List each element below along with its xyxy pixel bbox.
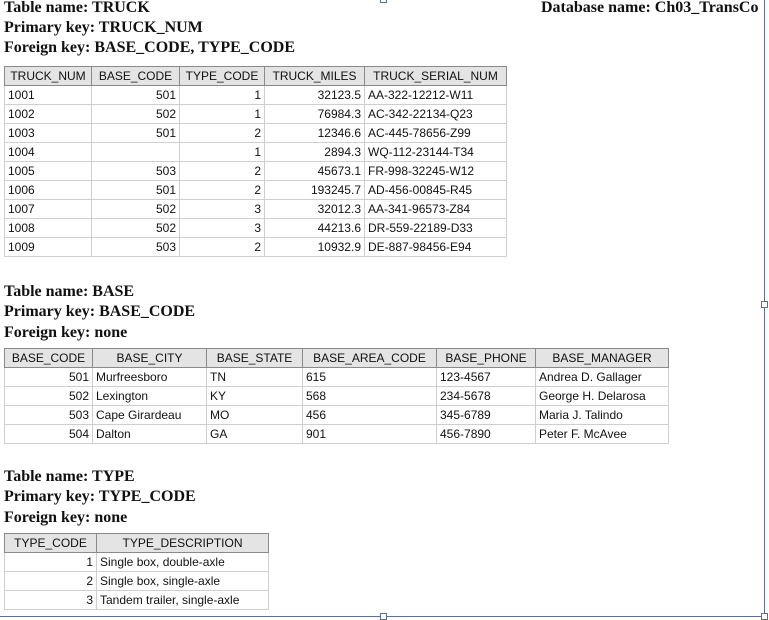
- table-cell: 3: [180, 200, 265, 219]
- base-col-header[interactable]: BASE_MANAGER: [536, 349, 669, 368]
- table-cell: 1003: [5, 124, 92, 143]
- table-cell: TN: [207, 368, 303, 387]
- table-cell: 501: [92, 124, 180, 143]
- base-col-header[interactable]: BASE_CODE: [5, 349, 93, 368]
- table-cell: Cape Girardeau: [93, 406, 207, 425]
- table-cell: Tandem trailer, single-axle: [97, 591, 269, 610]
- table-cell: 1002: [5, 105, 92, 124]
- table-cell: 503: [92, 162, 180, 181]
- table-row: [5, 124, 507, 143]
- table-cell: GA: [207, 425, 303, 444]
- table-cell: 44213.6: [265, 219, 365, 238]
- table-cell: 45673.1: [265, 162, 365, 181]
- table-row: [5, 181, 507, 200]
- table-row: [5, 406, 669, 425]
- base-col-header[interactable]: BASE_CITY: [93, 349, 207, 368]
- resize-handle-right[interactable]: [761, 301, 768, 308]
- table-cell: 502: [92, 200, 180, 219]
- base-primary-key: Primary key: BASE_CODE: [4, 303, 196, 320]
- table-cell: 502: [92, 105, 180, 124]
- table-row: [5, 105, 507, 124]
- database-name: Database name: Ch03_TransCo: [541, 0, 759, 16]
- table-row: [5, 553, 269, 572]
- table-cell: 1001: [5, 86, 92, 105]
- table-row: [5, 572, 269, 591]
- table-cell: 1009: [5, 238, 92, 257]
- base-col-header[interactable]: BASE_PHONE: [437, 349, 536, 368]
- table-cell: 456-7890: [437, 425, 536, 444]
- table-cell: 2: [180, 162, 265, 181]
- table-cell: Peter F. McAvee: [536, 425, 669, 444]
- table-cell: 501: [92, 181, 180, 200]
- resize-handle-bottom[interactable]: [380, 613, 387, 620]
- table-cell: 615: [303, 368, 437, 387]
- table-cell: 1: [5, 553, 97, 572]
- table-cell: Single box, double-axle: [97, 553, 269, 572]
- table-cell: 123-4567: [437, 368, 536, 387]
- table-cell: Single box, single-axle: [97, 572, 269, 591]
- table-cell: 1006: [5, 181, 92, 200]
- table-cell: 1: [180, 143, 265, 162]
- type-header-row: [5, 534, 269, 553]
- table-cell: 1007: [5, 200, 92, 219]
- table-cell: AC-342-22134-Q23: [365, 105, 507, 124]
- truck-primary-key: Primary key: TRUCK_NUM: [4, 19, 203, 36]
- table-row: [5, 425, 669, 444]
- base-table-name: Table name: BASE: [4, 283, 135, 300]
- table-row: [5, 86, 507, 105]
- table-cell: FR-998-32245-W12: [365, 162, 507, 181]
- table-cell: 901: [303, 425, 437, 444]
- truck-foreign-key: Foreign key: BASE_CODE, TYPE_CODE: [4, 39, 295, 56]
- table-row: [5, 238, 507, 257]
- table-cell: 2: [5, 572, 97, 591]
- table-cell: 2: [180, 181, 265, 200]
- resize-handle-corner[interactable]: [761, 613, 768, 620]
- base-col-header[interactable]: BASE_STATE: [207, 349, 303, 368]
- table-cell: 10932.9: [265, 238, 365, 257]
- table-cell: 32012.3: [265, 200, 365, 219]
- table-cell: DR-559-22189-D33: [365, 219, 507, 238]
- table-cell: AA-341-96573-Z84: [365, 200, 507, 219]
- table-cell: [92, 143, 180, 162]
- table-cell: AC-445-78656-Z99: [365, 124, 507, 143]
- table-cell: Andrea D. Gallager: [536, 368, 669, 387]
- table-cell: 32123.5: [265, 86, 365, 105]
- table-cell: 1008: [5, 219, 92, 238]
- table-cell: 2: [180, 124, 265, 143]
- table-cell: 3: [5, 591, 97, 610]
- table-row: [5, 143, 507, 162]
- type-col-header[interactable]: TYPE_DESCRIPTION: [97, 534, 269, 553]
- table-cell: 76984.3: [265, 105, 365, 124]
- table-cell: 2894.3: [265, 143, 365, 162]
- truck-col-header[interactable]: BASE_CODE: [92, 67, 180, 86]
- resize-handle-top[interactable]: [380, 0, 387, 3]
- table-cell: 1005: [5, 162, 92, 181]
- table-cell: 2: [180, 238, 265, 257]
- table-cell: 1: [180, 86, 265, 105]
- table-cell: 234-5678: [437, 387, 536, 406]
- truck-col-header[interactable]: TRUCK_SERIAL_NUM: [365, 67, 507, 86]
- base-col-header[interactable]: BASE_AREA_CODE: [303, 349, 437, 368]
- table-row: [5, 591, 269, 610]
- table-cell: KY: [207, 387, 303, 406]
- table-cell: 193245.7: [265, 181, 365, 200]
- table-cell: 456: [303, 406, 437, 425]
- table-cell: 568: [303, 387, 437, 406]
- truck-col-header[interactable]: TRUCK_MILES: [265, 67, 365, 86]
- table-cell: 12346.6: [265, 124, 365, 143]
- table-cell: 345-6789: [437, 406, 536, 425]
- base-table: [4, 348, 669, 444]
- table-cell: Lexington: [93, 387, 207, 406]
- table-cell: 502: [5, 387, 93, 406]
- table-cell: AA-322-12212-W11: [365, 86, 507, 105]
- truck-table-name: Table name: TRUCK: [4, 0, 150, 16]
- table-cell: 502: [92, 219, 180, 238]
- table-cell: 504: [5, 425, 93, 444]
- table-cell: George H. Delarosa: [536, 387, 669, 406]
- table-cell: DE-887-98456-E94: [365, 238, 507, 257]
- table-cell: 501: [5, 368, 93, 387]
- table-cell: AD-456-00845-R45: [365, 181, 507, 200]
- type-table-name: Table name: TYPE: [4, 468, 135, 485]
- truck-col-header[interactable]: TRUCK_NUM: [5, 67, 92, 86]
- table-cell: Dalton: [93, 425, 207, 444]
- table-row: [5, 219, 507, 238]
- type-table: [4, 533, 269, 610]
- table-row: [5, 368, 669, 387]
- table-row: [5, 387, 669, 406]
- type-col-header[interactable]: TYPE_CODE: [5, 534, 97, 553]
- selection-frame-right: [764, 0, 765, 617]
- table-cell: 3: [180, 219, 265, 238]
- table-cell: 503: [92, 238, 180, 257]
- base-header-row: [5, 349, 669, 368]
- table-cell: 501: [92, 86, 180, 105]
- truck-header-row: [5, 67, 507, 86]
- table-row: [5, 162, 507, 181]
- table-cell: 1004: [5, 143, 92, 162]
- type-foreign-key: Foreign key: none: [4, 509, 128, 526]
- table-cell: WQ-112-23144-T34: [365, 143, 507, 162]
- base-foreign-key: Foreign key: none: [4, 324, 128, 341]
- table-cell: Maria J. Talindo: [536, 406, 669, 425]
- table-row: [5, 200, 507, 219]
- table-cell: 1: [180, 105, 265, 124]
- type-primary-key: Primary key: TYPE_CODE: [4, 488, 196, 505]
- table-cell: MO: [207, 406, 303, 425]
- truck-table: [4, 66, 507, 257]
- table-cell: Murfreesboro: [93, 368, 207, 387]
- table-cell: 503: [5, 406, 93, 425]
- truck-col-header[interactable]: TYPE_CODE: [180, 67, 265, 86]
